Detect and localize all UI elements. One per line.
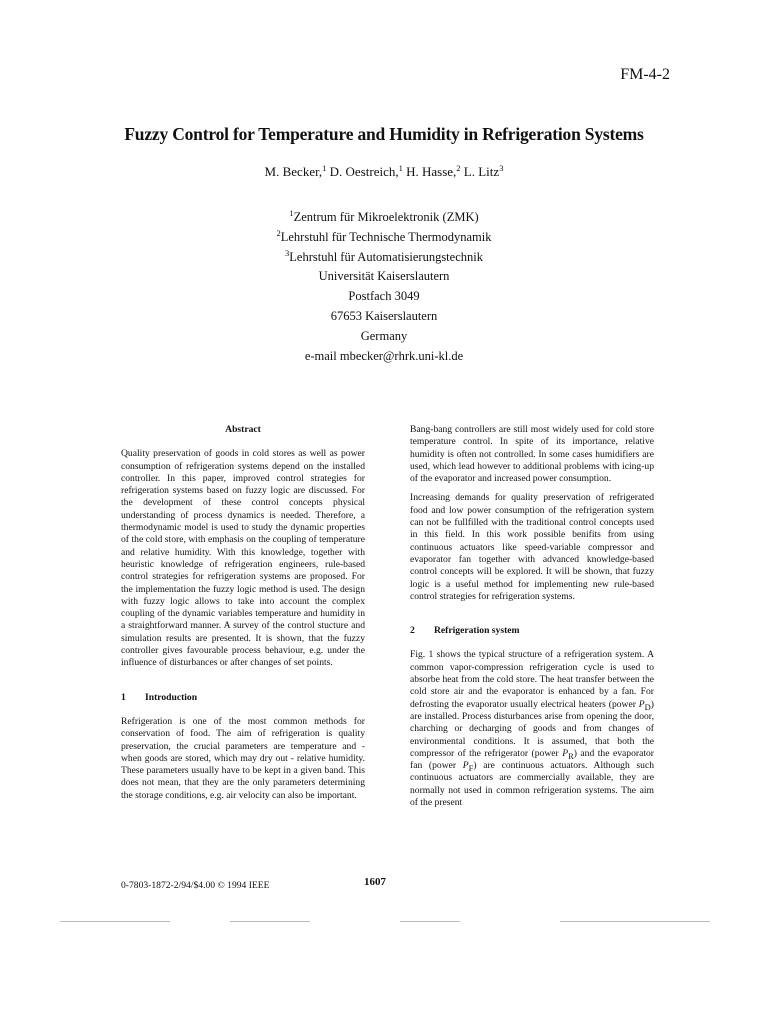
- affiliation-mark: 3: [285, 247, 290, 258]
- affiliation-line: [0, 248, 768, 268]
- author-name: L. Litz: [460, 164, 500, 179]
- left-column: [121, 424, 365, 802]
- power-subscript: F: [468, 763, 474, 774]
- affiliation-mark: 2: [276, 227, 281, 238]
- affiliation-line: [0, 208, 768, 228]
- copyright-notice: 0-7803-1872-2/94/$4.00 © 1994 IEEE: [121, 880, 270, 891]
- author-affiliation-mark: 2: [456, 163, 461, 173]
- section-number: 2: [410, 625, 415, 637]
- scan-artifact-line: [400, 921, 460, 922]
- text-run: ) are continuous actuators. Although such continuous actuators are commercially available, they are normally not used in common refrigeration systems. The aim of the present: [410, 760, 655, 809]
- text-run: ) and the evaporator fan (power: [410, 747, 654, 772]
- section-title: Refrigeration system: [434, 625, 520, 637]
- power-subscript: R: [568, 750, 574, 761]
- email-address: e-mail mbecker@rhrk.uni-kl.de: [304, 348, 464, 363]
- author-affiliation-mark: 3: [499, 163, 504, 173]
- section-heading: [121, 692, 365, 704]
- country: Germany: [360, 328, 408, 343]
- abstract-heading: Abstract: [225, 424, 261, 435]
- paragraph: Increasing demands for quality preservation of refrigerated food and low power consumption of the refrigeration system can not be fullfilled with the traditional control concepts used in this field. In this work possible benifits from using continuous actuators like speed-variable compressor and evaporator fan together with advanced knowledge-based control concepts will be explored. It will be shown, that fuzzy logic is a useful method for implementing new rule-based control strategies for refrigeration systems.: [410, 492, 654, 602]
- paragraph: Bang-bang controllers are still most widely used for cold store temperature control. In spite of its importance, relative humidity is often not controlled. In some cases humidifiers are used, which lead however to additional problems with icing-up of the evaporator and increased power consumption.: [410, 424, 654, 485]
- author-affiliation-mark: 1: [322, 163, 327, 173]
- power-subscript: D: [644, 701, 651, 712]
- affiliation-text: Lehrstuhl für Technische Thermodynamik: [280, 229, 492, 244]
- author-name: H. Hasse,: [402, 164, 457, 179]
- power-symbol: P: [562, 747, 569, 759]
- affiliation-text: Lehrstuhl für Automatisierungstechnik: [289, 249, 483, 264]
- section-number: 1: [121, 691, 126, 703]
- abstract-text: Quality preservation of goods in cold stores as well as power consumption of refrigeration systems depend on the installed controller. In this paper, improved control strategies for refrigeration systems based on fuzzy logic are discussed. For the development of these control concepts physical understanding of process dynamics is needed. Therefore, a thermodynamic model is used to study the dynamic properties of the cold store, with emphasis on the coupling of temperature and relative humidity. With this knowledge, together with heuristic knowledge of refrigeration engineers, rule-based control strategies for refrigeration systems are proposed. For the implementation the fuzzy logic method is used. The design with fuzzy logic allows to take into account the complex coupling of the dynamic variables temperature and humidity in a straightforward manner. A survey of the control stucture and simulation results are presented. It is shown, that the fuzzy controller gives favourable process behaviour, e.g. under the influence of disturbances or after changes of set points.: [121, 448, 365, 669]
- postbox: Postfach 3049: [348, 289, 420, 304]
- scan-artifact-line: [60, 921, 170, 922]
- scan-artifact-line: [560, 921, 710, 922]
- paper-title: Fuzzy Control for Temperature and Humidity in Refrigeration Systems: [124, 124, 644, 144]
- author-affiliation-mark: 1: [398, 163, 403, 173]
- author-name: M. Becker,: [264, 164, 323, 179]
- affiliation-text: Zentrum für Mikroelektronik (ZMK): [293, 210, 479, 224]
- scan-artifact-line: [230, 921, 310, 922]
- right-column: [410, 424, 654, 809]
- text-run: ) are installed. Process disturbances arise from opening the door, charching or decharging of goods and from changes of environmental conditions. It is assumed, that both the compressor of the refrigerator (power: [410, 698, 654, 759]
- introduction-text: Refrigeration is one of the most common methods for conservation of food. The aim of refrigeration is quality preservation, the crucial parameters are temperature and - when goods are stored, which may dry out - relative humidity. These parameters usually have to be kept in a given band. This does not mean, that they are the only parameters determining the storage conditions, e.g. air velocity can also be important.: [121, 715, 365, 801]
- author-name: D. Oestreich,: [326, 164, 399, 179]
- author-list: [0, 164, 768, 180]
- text-run: Fig. 1 shows the typical structure of a refrigeration system. A common vapor-compression refrigeration cycle is used to absorbe heat from the cold store. The heat transfer between the cold store air and the evaporator is enhanced by a fan. For defrosting the evaporator usually electrical heaters (power: [410, 649, 654, 710]
- city: 67653 Kaiserslautern: [330, 308, 438, 323]
- university-name: Universität Kaiserslautern: [318, 269, 450, 284]
- refrigeration-system-text: [410, 649, 654, 809]
- section-heading: [410, 625, 654, 637]
- affiliation-line: [0, 228, 768, 248]
- section-title: Introduction: [145, 691, 198, 703]
- power-symbol: P: [638, 698, 645, 710]
- page-number: 1607: [364, 876, 386, 888]
- affiliation-mark: 1: [289, 208, 294, 218]
- power-symbol: P: [462, 760, 469, 772]
- affiliation-block: [0, 208, 768, 366]
- document-code: FM-4-2: [620, 66, 670, 83]
